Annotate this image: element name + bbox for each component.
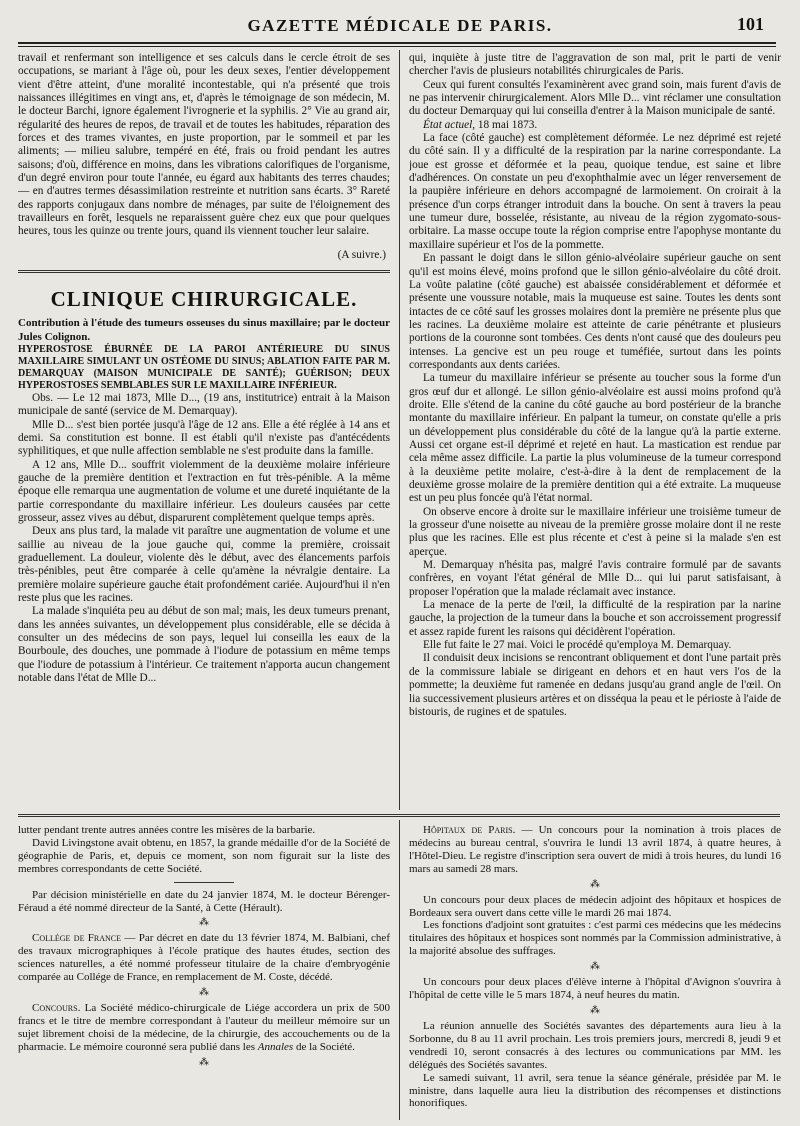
header-rule	[18, 42, 776, 47]
news-separator-rule	[18, 814, 780, 817]
hopitaux-text: — Un concours pour la nomination à trois places de médecins au bureau central, s'ouvrira le lundi 13 avril 1874, à quatre heures, à l'Hôtel-Dieu. Le registre d'inscription sera ouvert de midi à trois heures, du lundi 16 mars au samedi 28 mars.	[409, 824, 781, 875]
news-right-column	[409, 824, 781, 1120]
news-right-paragraph-1	[409, 824, 781, 876]
left-paragraph-1: travail et renfermant son intelligence et ses calculs dans le cercle étroit de ses occupations, se mariant à l'âge où, pour les deux sexes, l'entier développement vient d'être atteint, d'une moralité incontestable, qui n'a présenté que trois naissances illégitimes en vingt ans, et, d'après le témoignage de son médecin, M. le docteur Barchi, ignore également l'ivrognerie et la syphilis. 2° Vie au grand air, régularité des heures de repos, de travail et de toutes les habitudes, réparation des forces et des trames vivantes, en juste proportion, par le sommeil et par les aliments; — milieu salubre, tempéré en été, frais ou froid pendant les autres saisons; d'où, différence en moins, dans les vibrations calorifiques de l'organisme, d'un degré environ pour toute l'année, eu égard aux habitants des terres chaudes; — en d'autres termes désassimilation restreinte et nutrition sans écarts. 3° Rareté des rapports conjugaux dans nombre de ménages, par suite de l'éloignement des travailleurs en forêt, lesquels ne reparaissent guère chez eux que pour quelques heures, tous les quinze ou trente jours, quand ils viennent toucher leur salaire.	[18, 52, 390, 238]
article-subtitle: HYPEROSTOSE ÉBURNÉE DE LA PAROI ANTÉRIEURE DU SINUS MAXILLAIRE SIMULANT UN OSTÉOME DU SINUS; ABLATION FAITE PAR M. DEMARQUAY (MAISON MUNICIPALE DE SANTÉ); GUÉRISON; DEUX HYPEROSTOSES SEMBLABLES SUR LE MAXILLAIRE INFÉRIEUR.	[18, 343, 390, 391]
right-paragraph-4: En passant le doigt dans le sillon génio-alvéolaire supérieur gauche on sent qu'il est moins élevé, moins profond que le sillon génio-alvéolaire du côté droit. La voûte palatine (côté gauche) est abaissée considérablement et déformée et présente une voussure notable, mais la muqueuse est saine. Toutes les dents sont intactes de ce côté sauf les grosses molaires dont la première ne présente plus que les racines. La deuxième molaire est atteinte de carie pénétrante et plusieurs portions de la couronne sont tombées. Ces dents n'ont causé que des douleurs peu intenses. La gencive est un peu rouge et tuméfiée, surtout dans les points correspondants aux dents cariées.	[409, 252, 781, 371]
etat-actuel-line	[409, 119, 781, 132]
concours-label: Concours.	[32, 1002, 81, 1015]
news-left-paragraph-4	[18, 932, 390, 984]
asterism-5: ⁂	[590, 961, 600, 973]
etat-actuel-label: État actuel,	[423, 118, 476, 131]
left-paragraph-3: Mlle D... s'est bien portée jusqu'à l'âge de 12 ans. Elle a été réglée à 14 ans et demi. Sa constitution est bonne. Il est établi qu'il n'existe pas d'antécédents syphilitiques, et que nulle affection semblable ne s'est produite dans la famille.	[18, 418, 390, 458]
news-right-paragraph-6: Le samedi suivant, 11 avril, sera tenue la séance générale, présidée par M. le ministre, dans laquelle aura lieu la distribution des récompenses et distinctions honorifiques.	[409, 1071, 781, 1110]
right-paragraph-10: Il conduisit deux incisions se rencontrant obliquement et dont l'une partait près de la commissure labiale se dirigeant en dehors et en haut vers l'os de la pommette; la deuxième fut ramenée en dedans jusqu'au grand angle de l'œil. On lia successivement plusieurs artères et on disséqua la peau et le périoste à l'aide de bistouris, de rugines et de spatules.	[409, 652, 781, 718]
right-paragraph-3: La face (côté gauche) est complètement déformée. Le nez déprimé est rejeté du côté sain. Il y a difficulté de la respiration par la narine correspondante. La joue est grosse et déformée et la peau, quoique tendue, est saine et libre d'adhérences. On constate un peu d'exophthalmie avec un léger renversement de la paupière inférieure en dehors accompagné de larmoiement. On croirait à la présence d'un corps étranger introduit dans la bouche. On sent à travers la peau une tumeur dure, bosselée, résistante, au niveau de la région zygomato-sous-orbitaire. La masse occupe toute la région comprise entre l'apophyse montante du maxillaire supérieur et l'os de la pommette.	[409, 132, 781, 251]
college-de-france-label: Collége de France	[32, 932, 122, 945]
left-paragraph-6: La malade s'inquiéta peu au début de son mal; mais, les deux tumeurs prenant, dans les années suivantes, un développement plus considérable, elle se décida à consulter un des médecins de son pays, lequel lui conseilla les eaux de la Bourboule, des douches, une pommade à l'iodure de potassium en même temps que l'iodure de potassium à l'intérieur. Ce traitement n'apporta aucun changement notable dans l'état de Mlle D...	[18, 605, 390, 685]
asterism-2: ⁂	[199, 987, 209, 999]
right-paragraph-8: La menace de la perte de l'œil, la difficulté de la respiration par la narine gauche, la projection de la tumeur dans la bouche et son accroissement progressif et assez rapide furent les raisons qui décidèrent l'opération.	[409, 599, 781, 638]
to-be-continued: (A suivre.)	[337, 248, 386, 261]
right-paragraph-7: M. Demarquay n'hésita pas, malgré l'avis contraire formulé par de savants confrères, en voyant l'état général de Mlle D... qui lui parut satisfaisant, à proposer l'opération que la malade réclamait avec instance.	[409, 559, 781, 598]
page-header-title: GAZETTE MÉDICALE DE PARIS.	[247, 16, 553, 35]
right-column	[409, 52, 781, 812]
news-right-paragraph-5: La réunion annuelle des Sociétés savantes des départements aura lieu à la Sorbonne, du 8 au 11 avril prochain. Les trois premiers jours, mercredi 8, jeudi 9 et vendredi 10, seront consacrés à des lectures ou communications par MM. les délégués des Sociétés savantes.	[409, 1019, 781, 1071]
college-de-france-text: — Par décret en date du 13 février 1874, M. Balbiani, chef des travaux micrographiques à l'école pratique des hautes études, section des sciences naturelles, a été nommé professeur titulaire de la chaire d'embryogénie comparée au Collége de France, en remplacement de M. Coste, décédé.	[18, 932, 390, 984]
asterism-4: ⁂	[590, 878, 600, 890]
right-paragraph-5: La tumeur du maxillaire inférieur se présente au toucher sous la forme d'un gros œuf dur et allongé. Le sillon génio-alvéolaire est aussi moins profond qu'à droite. Elle s'étend de la canine du côté gauche au bord postérieur de la branche montante du maxillaire inférieur. En palpant la tumeur, on constate qu'elle a pris un développement plus considérable du côté de la langue qu'à la partie externe. Aussi cet organe est-il déprimé et rejeté en haut. La mastication est rendue par cela même assez difficile. La partie la plus volumineuse de la tumeur correspond à la deuxième petite molaire, c'est-à-dire à la dent de remplacement de la deuxième grosse molaire de la première dentition qui a été extraite. La muqueuse est un peu plus foncée qu'à l'état normal.	[409, 372, 781, 505]
annales-italic: Annales	[257, 1040, 294, 1053]
section-title: CLINIQUE CHIRURGICALE.	[50, 287, 358, 312]
concours-text-a: La Société médico-chirurgicale de Liége accordera un prix de 500 francs et le titre de membre correspondant à l'auteur du meilleur mémoire sur un sujet librement choisi de la médecine, de la chirurgie, des accouchements ou de la pharmacie. Le mémoire couronné sera publié dans les	[18, 1002, 390, 1053]
news-right-paragraph-4: Un concours pour deux places d'élève interne à l'hôpital d'Avignon s'ouvrira à l'hôpital de cette ville le 5 mars 1874, à neuf heures du matin.	[409, 976, 781, 1002]
asterism-1: ⁂	[199, 917, 209, 929]
section-rule	[18, 270, 390, 273]
concours-text-b: de la Société.	[293, 1040, 355, 1053]
news-left-paragraph-2: David Livingstone avait obtenu, en 1857, la grande médaille d'or de la Société de géographie de Paris, et, depuis ce moment, son nom figurait sur la liste des membres correspondants de cette Société.	[18, 836, 390, 875]
right-paragraph-2: Ceux qui furent consultés l'examinèrent avec grand soin, mais furent d'avis de ne pas intervenir chirurgicalement. Alors Mlle D... vint réclamer une consultation du docteur Demarquay qui lui conseilla d'entrer à la Maison municipale de santé.	[409, 78, 781, 118]
column-divider-upper	[399, 50, 400, 810]
news-left-paragraph-1: lutter pendant trente autres années contre les misères de la barbarie.	[18, 824, 316, 836]
news-left-paragraph-5	[18, 1002, 390, 1054]
page-number: 101	[737, 14, 764, 34]
right-paragraph-1: qui, inquiète à juste titre de l'aggravation de son mal, prit le parti de venir chercher l'avis de plusieurs notabilités chirurgicales de Paris.	[409, 52, 781, 78]
hopitaux-label: Hôpitaux de Paris.	[423, 824, 516, 836]
column-divider-lower	[399, 820, 400, 1120]
news-left-column	[18, 824, 390, 1120]
right-paragraph-6: On observe encore à droite sur le maxillaire inférieur une troisième tumeur de la grosseur d'une noisette au niveau de la première grosse molaire dont il ne reste plus que les racines. Elle est plus récente et c'est à peine si la malade s'en est aperçue.	[409, 505, 781, 558]
news-right-paragraph-2: Un concours pour deux places de médecin adjoint des hôpitaux et hospices de Bordeaux sera ouvert dans cette ville le mardi 26 mai 1874.	[409, 893, 781, 919]
news-left-paragraph-3: Par décision ministérielle en date du 24 janvier 1874, M. le docteur Bérenger-Féraud a été nommé directeur de la Santé, à Cette (Hérault).	[18, 888, 390, 914]
short-divider	[174, 882, 234, 883]
article-title: Contribution à l'étude des tumeurs osseuses du sinus maxillaire; par le docteur Jules Colignon.	[18, 317, 390, 343]
news-right-paragraph-3: Les fonctions d'adjoint sont gratuites : c'est parmi ces médecins que les médecins titulaires des hôpitaux et hospices sont nommés par la Commission administrative, à la majorité absolue des suffrages.	[409, 919, 781, 958]
left-paragraph-2: Obs. — Le 12 mai 1873, Mlle D..., (19 ans, institutrice) entrait à la Maison municipale de santé (service de M. Demarquay).	[18, 391, 390, 418]
asterism-6: ⁂	[590, 1004, 600, 1016]
left-column	[18, 52, 390, 812]
etat-actuel-date: 18 mai 1873.	[477, 118, 538, 131]
left-paragraph-4: A 12 ans, Mlle D... souffrit violemment de la deuxième molaire inférieure gauche de la première dentition et l'extraction en fut très-pénible. A la même époque elle remarqua une augmentation de volume et une dureté inquiétante de la partie correspondante du maxillaire inférieur. Les douleurs causées par cette grosseur, assez vives au début, disparurent complètement quelque temps après.	[18, 458, 390, 524]
left-paragraph-5: Deux ans plus tard, la malade vit paraître une augmentation de volume et une saillie au niveau de la joue gauche qui, comme la première, croissait graduellement. La douleur, violente dès le début, avec des élancements parfois très-pénibles, peut être comparée à celle qu'amène la névralgie dentaire. La première molaire supérieure gauche était profondément cariée. Aujourd'hui il n'en reste plus que les racines.	[18, 525, 390, 604]
asterism-3: ⁂	[199, 1056, 209, 1068]
right-paragraph-9: Elle fut faite le 27 mai. Voici le procédé qu'employa M. Demarquay.	[423, 639, 732, 652]
